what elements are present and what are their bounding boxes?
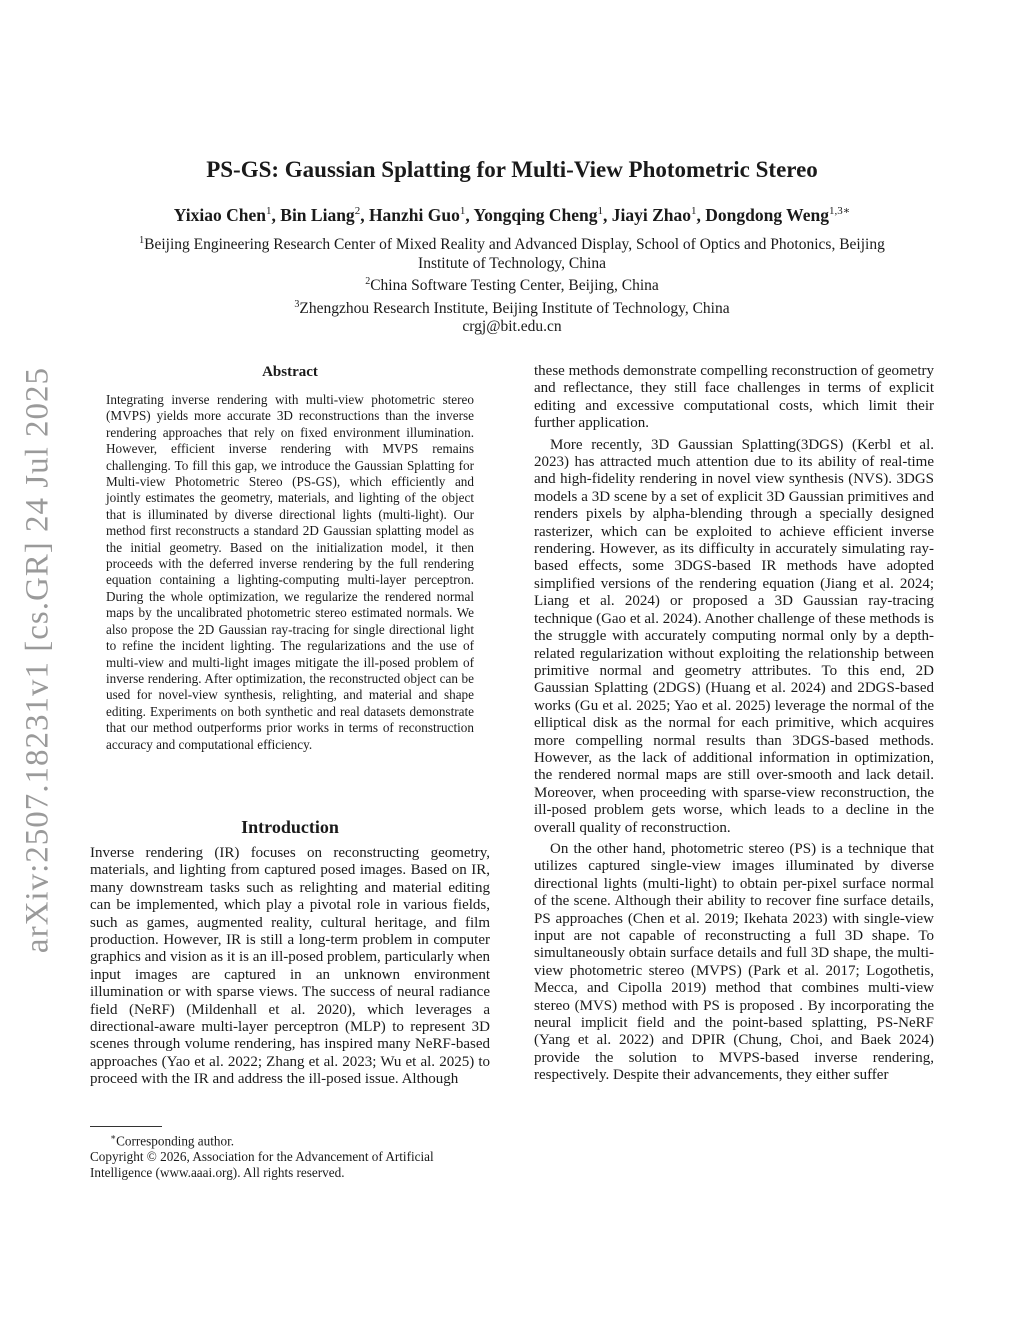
affiliation-1-cont: Institute of Technology, China	[418, 254, 606, 272]
footnote-mark: ∗	[110, 1132, 117, 1142]
right-column	[534, 363, 934, 1085]
paper-title: PS-GS: Gaussian Splatting for Multi-View Photometric Stereo	[206, 157, 818, 182]
footnote-divider	[90, 1126, 162, 1127]
affil-text: Zhengzhou Research Institute, Beijing Institute of Technology, China	[299, 299, 730, 317]
corresponding-note	[90, 1129, 490, 1149]
affil-mark: 2	[365, 276, 371, 288]
author-name: Bin Liang	[280, 204, 355, 225]
author-name: Yongqing Cheng	[473, 204, 598, 225]
copyright-notice: Copyright © 2026, Association for the Advancement of Artificial Intelligence (www.aaai.org). All rights reserved.	[90, 1149, 434, 1181]
affiliation-1	[100, 232, 924, 255]
author-name: Dongdong Weng	[705, 204, 829, 225]
affil-mark: 3	[294, 298, 300, 310]
author-affil-mark: 2	[354, 205, 361, 217]
contact-email: crgj@bit.edu.cn	[462, 318, 562, 336]
paragraph: On the other hand, photometric stereo (PS) is a technique that utilizes captured single-view images illuminated by diverse directional lights (multi-light) to obtain per-pixel surface normal of the scene. Although their ability to recover fine surface details, PS approaches (Chen et al. 2019; Ikehata 2023) with single-view input are not capable of reconstructing a full 3D shape. To simultaneously obtain surface details and full 3D shape, the multi-view photometric stereo (MVPS) (Park et al. 2017; Logothetis, Mecca, and Cipolla 2019) method that combines multi-view stereo (MVS) method with PS is proposed . By incorporating the neural implicit field and the point-based splatting, PS-NeRF (Yang et al. 2022) and DPIR (Chung, Choi, and Baek 2024) provide the solution to MVPS-based inverse rendering, respectively. Despite their advancements, they either suffer	[534, 840, 934, 1084]
author-affil-mark: 1	[597, 205, 603, 217]
author-name: Yixiao Chen	[173, 204, 267, 225]
affiliation-block	[100, 232, 924, 337]
author-name: Hanzhi Guo	[368, 204, 460, 225]
affiliation-3	[100, 296, 924, 319]
author-list: Yixiao Chen$^1$, Bin Liang$^2$, Hanzhi Guo$^1$, Yongqing Cheng$^1$, Jiayi Zhao$^1$, Dongdong Weng$^{1,3∗}$	[173, 204, 851, 225]
author-affil-mark: 1	[266, 205, 272, 217]
author-affil-mark: 1,3∗	[828, 205, 851, 217]
abstract-heading: Abstract	[262, 364, 318, 380]
affil-mark: 1	[139, 235, 145, 246]
arxiv-identifier: arXiv:2507.18231v1 [cs.GR] 24 Jul 2025	[19, 366, 56, 954]
paragraph: More recently, 3D Gaussian Splatting(3DGS) (Kerbl et al. 2023) has attracted much attention due to its ability of real-time and high-fidelity rendering in novel view synthesis (NVS). 3DGS models a 3D scene by a set of explicit 3D Gaussian primitives and renders pixels by alpha-blending through a specially designed rasterizer, which can be exploited to achieve efficient inverse rendering. However, as its difficulty in accurately simulating ray-based effects, some 3DGS-based IR methods have adopted simplified versions of the rendering equation (Jiang et al. 2024; Liang et al. 2024) or proposed a 3D Gaussian ray-tracing technique (Gao et al. 2024). Another challenge of these methods is the struggle with accurately computing normal only by a depth-related regularization without exploiting the relationship between primitive normal and geometry attributes. To this end, 2D Gaussian Splatting (2DGS) (Huang et al. 2024) and 2DGS-based works (Gu et al. 2025; Yao et al. 2025) leverage the normal of the elliptical disk as the normal for each primitive, which acquires more compelling normal results than 3DGS-based methods. However, as the lack of additional information in optimization, the rendered normal maps are still over-smooth and lack detail. Moreover, when proceeding with sparse-view reconstruction, the ill-posed problem gets worse, which leads to a decline in the overall quality of reconstruction.	[534, 436, 934, 836]
affil-text: China Software Testing Center, Beijing, China	[370, 277, 659, 295]
paragraph: these methods demonstrate compelling reconstruction of geometry and reflectance, they still face challenges in terms of explicit editing and excessive computational costs, which limit their further application.	[534, 363, 934, 432]
introduction-heading: Introduction	[241, 817, 339, 837]
abstract-text: Integrating inverse rendering with multi-view photometric stereo (MVPS) yields more accurate 3D reconstructions than the inverse rendering approaches that rely on fixed environment illumination. However, efficient inverse rendering with MVPS remains challenging. To fill this gap, we introduce the Gaussian Splatting for Multi-view Photometric Stereo (PS-GS), which efficiently and jointly estimates the geometry, materials, and lighting of the object that is illuminated by diverse directional lights (multi-light). Our method first reconstructs a standard 2D Gaussian splatting model as the initial geometry. Based on the initialization model, it then proceeds with the deferred inverse rendering by the full rendering equation containing a lighting-computing multi-layer perceptron. During the whole optimization, we regularize the rendered normal maps by the uncalibrated photometric stereo estimated normals. We also propose the 2D Gaussian ray-tracing for single directional light to refine the incident lighting. The regularizations and the use of multi-view and multi-light images mitigate the ill-posed problem of inverse rendering. After optimization, the reconstructed object can be used for novel-view synthesis, relighting, and material and shape editing. Experiments on both synthetic and real datasets demonstrate that our method outperforms prior works in terms of reconstruction accuracy and computational efficiency.	[106, 392, 474, 752]
affil-text: Beijing Engineering Research Center of Mixed Reality and Advanced Display, School of Optics and Photonics, Beijing	[144, 236, 885, 254]
corresponding-text: Corresponding author.	[116, 1133, 235, 1149]
footnote	[90, 1129, 490, 1181]
author-affil-mark: 1	[459, 205, 466, 217]
author-affil-mark: 1	[691, 205, 697, 217]
author-name: Jiayi Zhao	[611, 204, 692, 225]
affiliation-2	[100, 273, 924, 296]
introduction-text: Inverse rendering (IR) focuses on reconstructing geometry, materials, and lighting from captured posed images. Based on IR, many downstream tasks such as relighting and material editing can be implemented, which play a pivotal role in various fields, such as games, augmented reality, cultural heritage, and film production. However, IR is still a long-term problem in computer graphics and vision as it is an ill-posed problem, particularly when input images are captured in an unknown environment illumination or with sparse views. The success of neural radiance field (NeRF) (Mildenhall et al. 2020), which leverages a directional-aware multi-layer perceptron (MLP) to represent 3D scenes through volume rendering, has inspired many NeRF-based approaches (Yao et al. 2022; Zhang et al. 2023; Wu et al. 2025) to proceed with the IR and address the ill-posed issue. Although	[90, 845, 490, 1088]
